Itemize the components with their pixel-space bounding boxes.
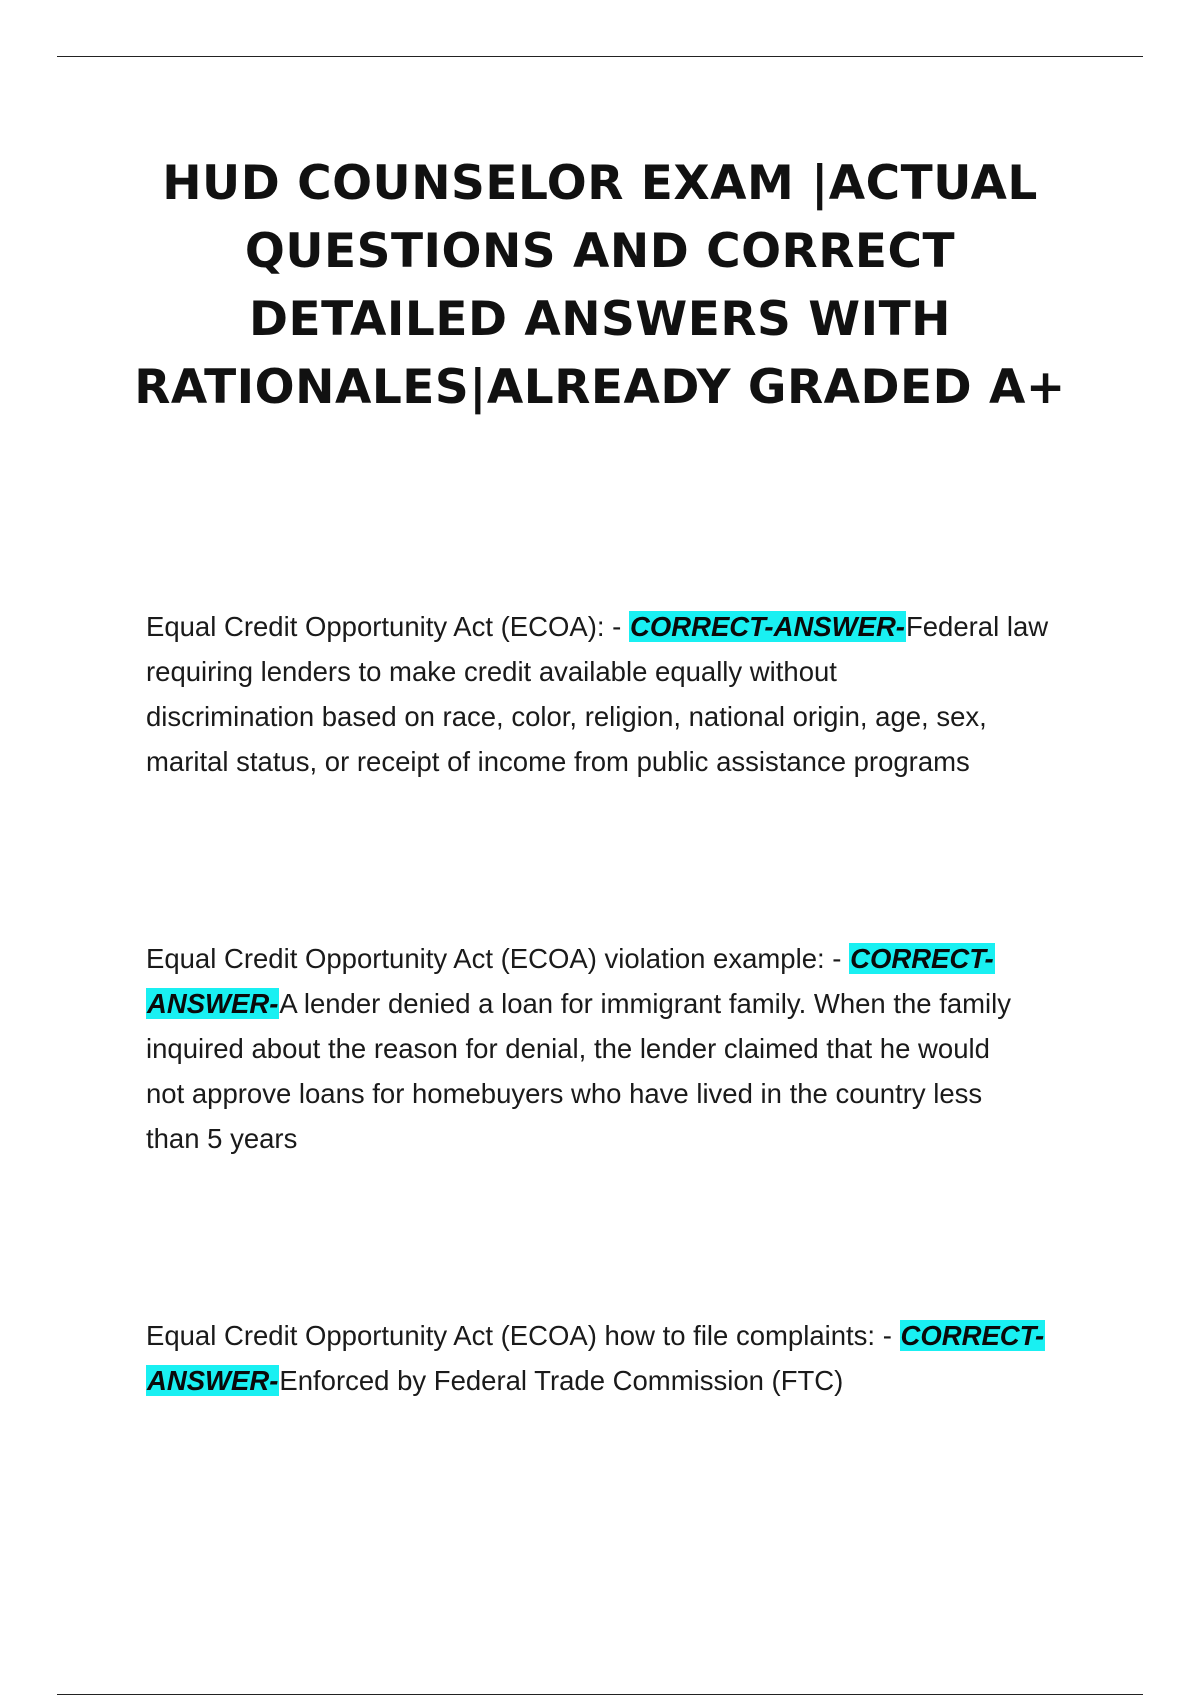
qa-line xyxy=(146,1313,1096,1358)
qa-line xyxy=(146,694,1096,739)
question-text: Equal Credit Opportunity Act (ECOA): - xyxy=(146,611,629,642)
title-line: HUD COUNSELOR EXAM |ACTUAL xyxy=(162,156,1038,211)
answer-text: Enforced by Federal Trade Commission (FTC) xyxy=(279,1365,844,1396)
document-title xyxy=(100,150,1100,422)
qa-entry-ecoa-complaints xyxy=(146,1313,1096,1403)
answer-text: not approve loans for homebuyers who have lived in the country less xyxy=(146,1078,983,1109)
question-text: Equal Credit Opportunity Act (ECOA) violation example: - xyxy=(146,943,850,974)
qa-line xyxy=(146,604,1096,649)
answer-text: A lender denied a loan for immigrant family. When the family xyxy=(279,988,1012,1019)
correct-answer-marker: CORRECT- xyxy=(900,1320,1045,1351)
question-text: Equal Credit Opportunity Act (ECOA) how to file complaints: - xyxy=(146,1320,900,1351)
answer-text: marital status, or receipt of income from public assistance programs xyxy=(146,746,970,777)
qa-entry-ecoa-definition xyxy=(146,604,1096,784)
qa-line xyxy=(146,981,1096,1026)
answer-text: than 5 years xyxy=(146,1123,298,1154)
correct-answer-marker: CORRECT-ANSWER- xyxy=(629,611,905,642)
qa-line xyxy=(146,739,1096,784)
answer-text: requiring lenders to make credit available equally without xyxy=(146,656,837,687)
correct-answer-marker: CORRECT- xyxy=(850,943,994,974)
qa-line xyxy=(146,1026,1096,1071)
title-line: RATIONALES|ALREADY GRADED A+ xyxy=(134,360,1066,415)
qa-entry-ecoa-violation xyxy=(146,936,1096,1161)
qa-line xyxy=(146,936,1096,981)
qa-line xyxy=(146,649,1096,694)
bottom-rule xyxy=(57,1694,1143,1695)
correct-answer-marker: ANSWER- xyxy=(147,1365,279,1396)
qa-line xyxy=(146,1358,1096,1403)
qa-line xyxy=(146,1116,1096,1161)
title-line: QUESTIONS AND CORRECT xyxy=(244,224,956,279)
title-line: DETAILED ANSWERS WITH xyxy=(249,292,951,347)
correct-answer-marker: ANSWER- xyxy=(147,988,279,1019)
answer-text: discrimination based on race, color, religion, national origin, age, sex, xyxy=(146,701,987,732)
top-rule xyxy=(57,56,1143,57)
qa-line xyxy=(146,1071,1096,1116)
answer-text: Federal law xyxy=(905,611,1049,642)
answer-text: inquired about the reason for denial, the lender claimed that he would xyxy=(146,1033,990,1064)
